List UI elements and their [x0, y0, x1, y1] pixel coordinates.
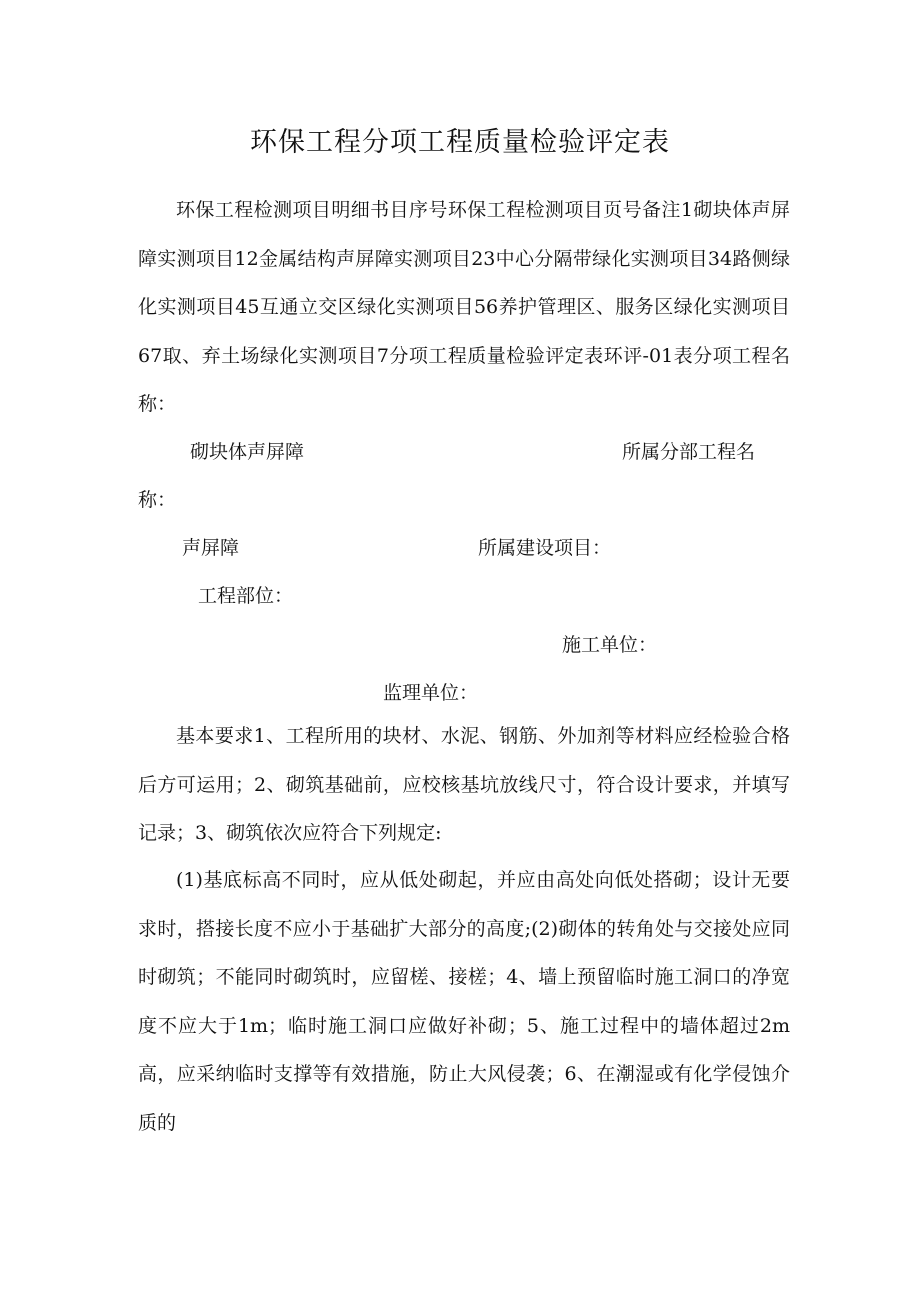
index-paragraph: 环保工程检测项目明细书目序号环保工程检测项目页号备注1砌块体声屏障实测项目12金属结构声屏障实测项目23中心分隔带绿化实测项目34路侧绿化实测项目45互通立交区绿化实测项目56养护管理区、服务区绿化实测项目67取、弃土场绿化实测项目7分项工程质量检验评定表环评-01表分项工程名称： [138, 199, 790, 416]
division-label-continued: 称： [138, 489, 177, 511]
division-label: 所属分部工程名 [622, 441, 756, 463]
construction-project-label: 所属建设项目： [478, 537, 612, 559]
rules-paragraph: (1)基底标高不同时，应从低处砌起，并应由高处向低处搭砌；设计无要求时，搭接长度不应小于基础扩大部分的高度;(2)砌体的转角处与交接处应同时砌筑；不能同时砌筑时，应留槎、接槎；4、墙上预留临时施工洞口的净宽度不应大于1m；临时施工洞口应做好补砌；5、施工过程中的墙体超过2m高，应采纳临时支撑等有效措施，防止大风侵袭；6、在潮湿或有化学侵蚀介质的 [138, 869, 790, 1134]
supervisor-label: 监理单位： [383, 682, 479, 704]
subproject-value: 砌块体声屏障 [190, 441, 305, 463]
basic-requirements-paragraph: 基本要求1、工程所用的块材、水泥、钢筋、外加剂等材料应经检验合格后方可运用；2、砌筑基础前，应校核基坑放线尺寸，符合设计要求，并填写记录；3、砌筑依次应符合下列规定: [138, 725, 790, 845]
division-value: 声屏障 [182, 537, 240, 559]
document-title: 环保工程分项工程质量检验评定表 [250, 127, 670, 158]
contractor-label: 施工单位： [562, 634, 658, 656]
location-label: 工程部位： [198, 585, 294, 607]
